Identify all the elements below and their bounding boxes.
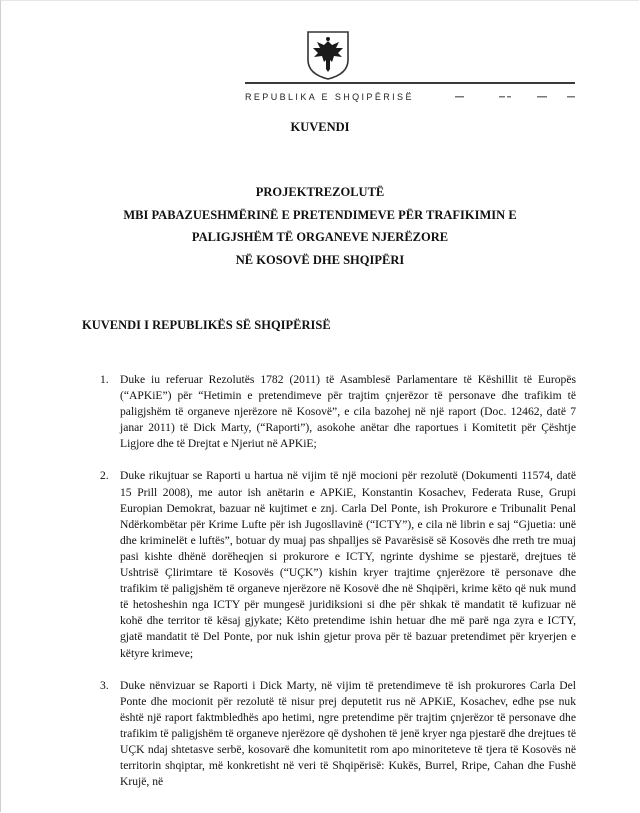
title-line: MBI PABAZUESHMËRINË E PRETENDIMEVE PËR TRAFIKIMIN E — [123, 207, 517, 222]
assembly-heading: KUVENDI I REPUBLIKËS SË SHQIPËRISË — [82, 318, 331, 332]
list-item-text: Duke iu referuar Rezolutës 1782 (2011) të Asamblesë Parlamentare të Këshillit të Europës (“APKiE”) për “Hetimin e pretendimeve për trajtim çnjerëzor të personave dhe trafikim të paligjshëm të organeve njerëzore në Kosovë”, e cila bazohej në një raport (Doc. 12462, datë 7 janar 2011) të Dick Marty, (“Raporti”), asokohe anëtar dhe raportues i Komitetit për Çështje Ligjore dhe të Drejtat e Njeriut në APKiE; — [120, 373, 576, 451]
list-item — [100, 468, 576, 661]
list-item-text: Duke nënvizuar se Raporti i Dick Marty, në vijim të pretendimeve të ish prokurores Carla Del Ponte dhe mocionit për rezolutë të nisur prej deputetit rus në APKiE, Kosachev, edhe pse nuk është një raport faktmbledhës apo hetimi, ngre pretendime për trajtim çnjerëzor të personave dhe trafikim të paligjshëm të organeve njerëzore që dyshohen të jenë kryer nga pjestarë dhe drejtues të UÇK ndaj shtetasve serbë, kosovarë dhe komunitetit rom apo minoriteteve të tjera të Kosovës në territorin shqiptar, më konkretisht në veri të Shqipërisë: Kukës, Burrel, Rripe, Cahan dhe Fushë Krujë, në — [120, 678, 576, 789]
albanian-eagle-emblem-icon — [305, 30, 351, 80]
list-item-number: 2. — [100, 469, 109, 483]
republic-label: REPUBLIKA E SHQIPËRISË — [245, 92, 414, 102]
list-item-number: 3. — [100, 678, 109, 692]
list-item-number: 1. — [100, 373, 109, 386]
title-line: PROJEKTREZOLUTË — [255, 185, 385, 199]
list-item — [100, 678, 576, 791]
kuvendi-heading: KUVENDI — [290, 120, 350, 134]
document-header — [0, 0, 640, 110]
list-item-text: Duke rikujtuar se Raporti u hartua në vijim të një mocioni për rezolutë (Dokumenti 11574, datë 15 Prill 2008), me autor ish anëtarin e APKiE, Konstantin Kosachev, Federata Ruse, Grupi Europian Demokrat, bazuar në kujtimet e znj. Carla Del Ponte, ish Prokurore e Tribunalit Penal Ndërkombëtar për Krime Lufte për ish Jugosllavinë (“ICTY”), e cila në librin e saj “Gjuetia: unë dhe kriminelët e luftës”, botuar dy muaj pas shpalljes së Pavarësisë së Kosovës dhe rreth tre muaj pasi kishte dhënë dorëheqjen si prokurore e ICTY, ngrinte dyshime se pjestarë, drejtues të Ushtrisë Çlirimtare të Kosovës (“UÇK”) kishin kryer trajtime çnjerëzore të personave dhe trafikim të paligjshëm të organeve njerëzore në Kosovë dhe në Shqipëri, krime këto që nuk mund të hetosheshin nga ICTY për mungesë juridiksioni si dhe për shkak të mandatit të kufizuar në kohë dhe territor të kësaj gjykate; Këto pretendime ishin hetuar dhe më parë nga zyra e ICTY, gjatë mandatit të Del Ponte, por nuk ishin gjetur prova për të bazuar pretendimet për kryerjen e këtyre krimeve; — [120, 469, 576, 660]
header-scan-marks — [455, 95, 575, 99]
resolution-title — [0, 181, 640, 271]
numbered-list — [100, 372, 576, 806]
list-item — [100, 372, 576, 452]
header-rule-line — [245, 82, 575, 84]
title-line: NË KOSOVË DHE SHQIPËRI — [235, 252, 405, 267]
title-line: PALIGJSHËM TË ORGANEVE NJERËZORE — [191, 230, 449, 244]
